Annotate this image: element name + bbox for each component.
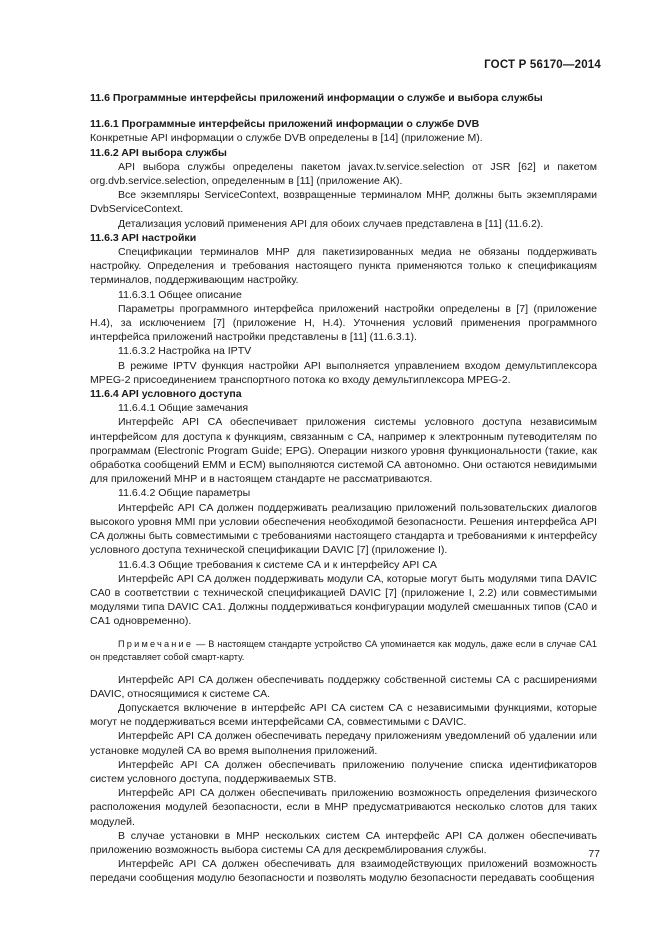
paragraph: Интерфейс API CA должен поддерживать модули СА, которые могут быть модулями типа DAVIC CA0 в соответствии с технической спецификацией DAVIC [7] (приложение I, 2.2) или совместимыми модулями типа DAVIC CA1. Должны поддерживаться конфигурации модулей смешанных типов (CA0 и CA1 одновременно). [90,572,597,628]
paragraph: Интерфейс API CA должен обеспечивать для взаимодействующих приложений возможность передачи сообщения модулю безопасности и позволять модулю безопасности передавать сообщения [90,858,597,885]
subsection-heading: 11.6.4 API условного доступа [90,388,242,401]
paragraph: 11.6.4.3 Общие требования к системе СА и к интерфейсу API CA [118,558,437,571]
paragraph: Интерфейс API CA должен обеспечивать поддержку собственной системы СА с расширениями DAVIC, относящимися к системе СА. [90,673,597,700]
subsection-heading: 11.6.1 Программные интерфейсы приложений информации о службе DVB [90,118,480,131]
subsection-heading: 11.6.2 API выбора службы [90,146,227,159]
paragraph: Интерфейс API CA должен обеспечивать приложению возможность определения физического расположения модулей безопасности, если в МНР предусматриваются несколько слотов для таких модулей. [90,787,597,828]
paragraph: В случае установки в МНР нескольких систем СА интерфейс API CA должен обеспечивать приложению возможность выбора системы СА для дескремблирования службы. [90,829,597,856]
paragraph-list [90,117,597,628]
paragraph-list-2 [90,673,597,886]
paragraph: Спецификации терминалов МНР для пакетизированных медиа не обязаны поддерживать настройку. Определения и требования настоящего пункта применяются только к спецификациям терминалов, поддерживающим настройку. [90,246,597,287]
paragraph: Параметры программного интерфейса приложений настройки определены в [7] (приложение Н.4), за исключением [7] (приложение Н, Н.4). Уточнения условий применения программного интерфейса приложений настройки представлены в [11] (11.6.3.1). [90,302,597,344]
paragraph: 11.6.4.1 Общие замечания [118,402,249,415]
paragraph: 11.6.3.2 Настройка на IPTV [118,345,252,358]
paragraph: Детализация условий применения API для обоих случаев представлена в [11] (11.6.2). [118,217,544,230]
note [90,638,597,664]
paragraph: В режиме IPTV функция настройки API выполняется управлением входом демультиплексора MPEG-2 присоединением транспортного потока ко входу демультиплексора MPEG-2. [90,359,597,386]
document-header: ГОСТ Р 56170—2014 [484,59,601,71]
paragraph: Интерфейс API CA должен обеспечивать приложению получение списка идентификаторов систем условного доступа, поддерживаемых STB. [90,758,597,785]
paragraph: Конкретные API информации о службе DVB определены в [14] (приложение М). [90,132,483,145]
section-title: 11.6 Программные интерфейсы приложений информации о службе и выбора службы [90,92,543,104]
paragraph: Интерфейс API CA обеспечивает приложения системы условного доступа независимым интерфейсом для доступа к функциям, связанным с СА, например к электронным путеводителям по программам (Electronic Program Guide; EPG). Операции низкого уровня функциональности (такие, как обработка сообщений EMM и ECM) выполняются системой СА автономно. Они остаются невидимыми для приложений МНР и в настоящем стандарте не рассматриваются. [90,416,597,486]
paragraph: 11.6.4.2 Общие параметры [118,487,251,500]
paragraph: Интерфейс API CA должен поддерживать реализацию приложений пользовательских диалогов высокого уровня MMI при условии обеспечения необходимой безопасности. Решения интерфейса API CA должны быть совместимыми с требованиями настоящего стандарта и требованиями к интерфейсу условного доступа технической спецификации DAVIC [7] (приложение I). [90,501,597,557]
paragraph: Все экземпляры ServiceContext, возвращенные терминалом МНР, должны быть экземплярами DvbServiceContext. [90,189,597,216]
paragraph: API выбора службы определены пакетом javax.tv.service.selection от JSR [62] и пакетом org.dvb.service.selection, определенным в [11] (приложение АК). [90,160,597,188]
page-number: 77 [588,848,600,860]
paragraph: Допускается включение в интерфейс API CA систем СА с независимыми функциями, которые могут не поддерживаться всеми интерфейсами СА, совместимыми с DAVIC. [90,701,597,729]
page-body [90,91,597,886]
paragraph: 11.6.3.1 Общее описание [118,288,242,301]
subsection-heading: 11.6.3 API настройки [90,231,197,244]
note-text: В настоящем стандарте устройство СА упоминается как модуль, даже если в случае CA1 он представляет собой смарт-карту. [90,638,597,662]
note-dash: — [196,638,206,649]
note-label: Примечание [118,638,194,649]
paragraph: Интерфейс API CA должен обеспечивать передачу приложениям уведомлений об удалении или установке модулей СА во время выполнения приложений. [90,730,597,757]
